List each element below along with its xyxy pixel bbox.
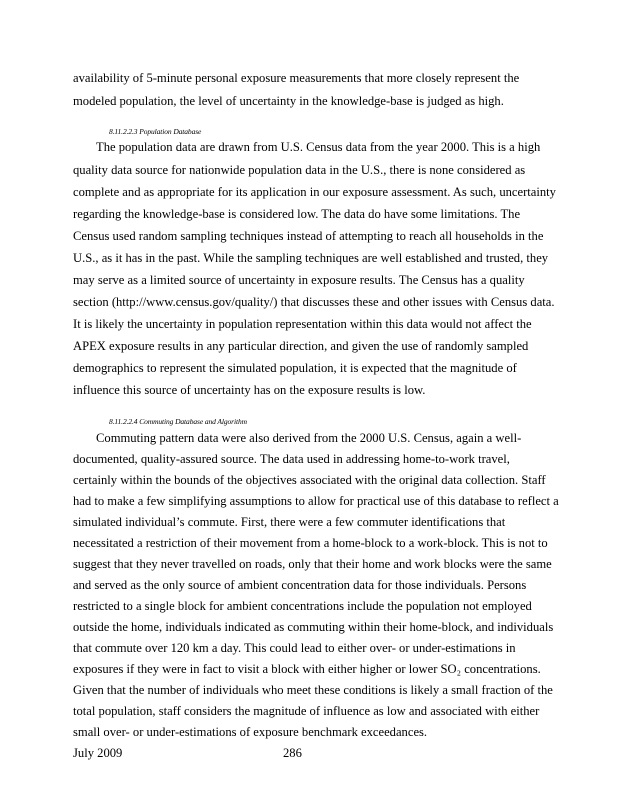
body-text-line: outside the home, individuals indicated as commuting within their home-block, and individuals bbox=[73, 620, 554, 634]
body-text-line: restricted to a single block for ambient concentrations include the population not employed bbox=[73, 599, 532, 613]
body-text-line: APEX exposure results in any particular direction, and given the use of randomly sampled bbox=[73, 339, 529, 353]
body-text-line: It is likely the uncertainty in population representation within this data would not affect the bbox=[73, 317, 532, 331]
body-text-line: Given that the number of individuals who meet these conditions is likely a small fraction of the bbox=[73, 683, 553, 697]
body-text-line: necessitated a restriction of their movement from a home-block to a work-block. This is not to bbox=[73, 536, 548, 550]
body-text-line: influence this source of uncertainty has on the exposure results is low. bbox=[73, 383, 426, 397]
body-text-line: complete and as appropriate for its application in our exposure assessment. As such, uncertainty bbox=[73, 185, 556, 199]
body-text-line: regarding the knowledge-base is considered low. The data do have some limitations. The bbox=[73, 207, 521, 221]
body-text-line: that commute over 120 km a day. This could lead to either over- or under-estimations in bbox=[73, 641, 516, 655]
body-text-line: exposures if they were in fact to visit a block with either higher or lower SO₂ concentrations. bbox=[73, 662, 541, 676]
section-heading-population-database: 8.11.2.2.3 Population Database bbox=[109, 127, 202, 136]
body-text-line: may serve as a limited source of uncertainty in exposure results. The Census has a quality bbox=[73, 273, 525, 287]
body-text-line: documented, quality-assured source. The data used in addressing home-to-work travel, bbox=[73, 452, 510, 466]
body-text-line: small over- or under-estimations of exposure benchmark exceedances. bbox=[73, 725, 428, 739]
body-text-line: and served as the only source of ambient concentration data for those individuals. Persons bbox=[73, 578, 527, 592]
body-text-line: Commuting pattern data were also derived from the 2000 U.S. Census, again a well- bbox=[96, 431, 522, 445]
body-text-line: Census used random sampling techniques instead of attempting to reach all households in the bbox=[73, 229, 544, 243]
footer-page-number: 286 bbox=[283, 746, 302, 760]
body-text-line: simulated individual’s commute. First, there were a few commuter identifications that bbox=[73, 515, 506, 529]
body-text-line: demographics to represent the simulated population, it is expected that the magnitude of bbox=[73, 361, 517, 375]
body-text-line: section (http://www.census.gov/quality/) that discusses these and other issues with Census data. bbox=[73, 295, 555, 309]
section-heading-commuting-database: 8.11.2.2.4 Commuting Database and Algorithm bbox=[109, 417, 247, 426]
body-text-line: quality data source for nationwide population data in the U.S., there is none considered as bbox=[73, 163, 526, 177]
body-text-line: suggest that they never travelled on roads, only that their home and work blocks were the same bbox=[73, 557, 552, 571]
body-text-line: certainly within the bounds of the objectives associated with the original data collection. Staff bbox=[73, 473, 546, 487]
body-text-line: had to make a few simplifying assumptions to allow for practical use of this database to reflect a bbox=[73, 494, 559, 508]
body-text-line: total population, staff considers the magnitude of influence as low and associated with either bbox=[73, 704, 540, 718]
footer-date: July 2009 bbox=[73, 746, 123, 760]
body-text-line: The population data are drawn from U.S. Census data from the year 2000. This is a high bbox=[96, 140, 541, 154]
body-text-line: U.S., as it has in the past. While the sampling techniques are well established and trusted, they bbox=[73, 251, 549, 265]
body-text-line: availability of 5-minute personal exposure measurements that more closely represent the bbox=[73, 71, 520, 85]
body-text-line: modeled population, the level of uncertainty in the knowledge-base is judged as high. bbox=[73, 94, 504, 108]
